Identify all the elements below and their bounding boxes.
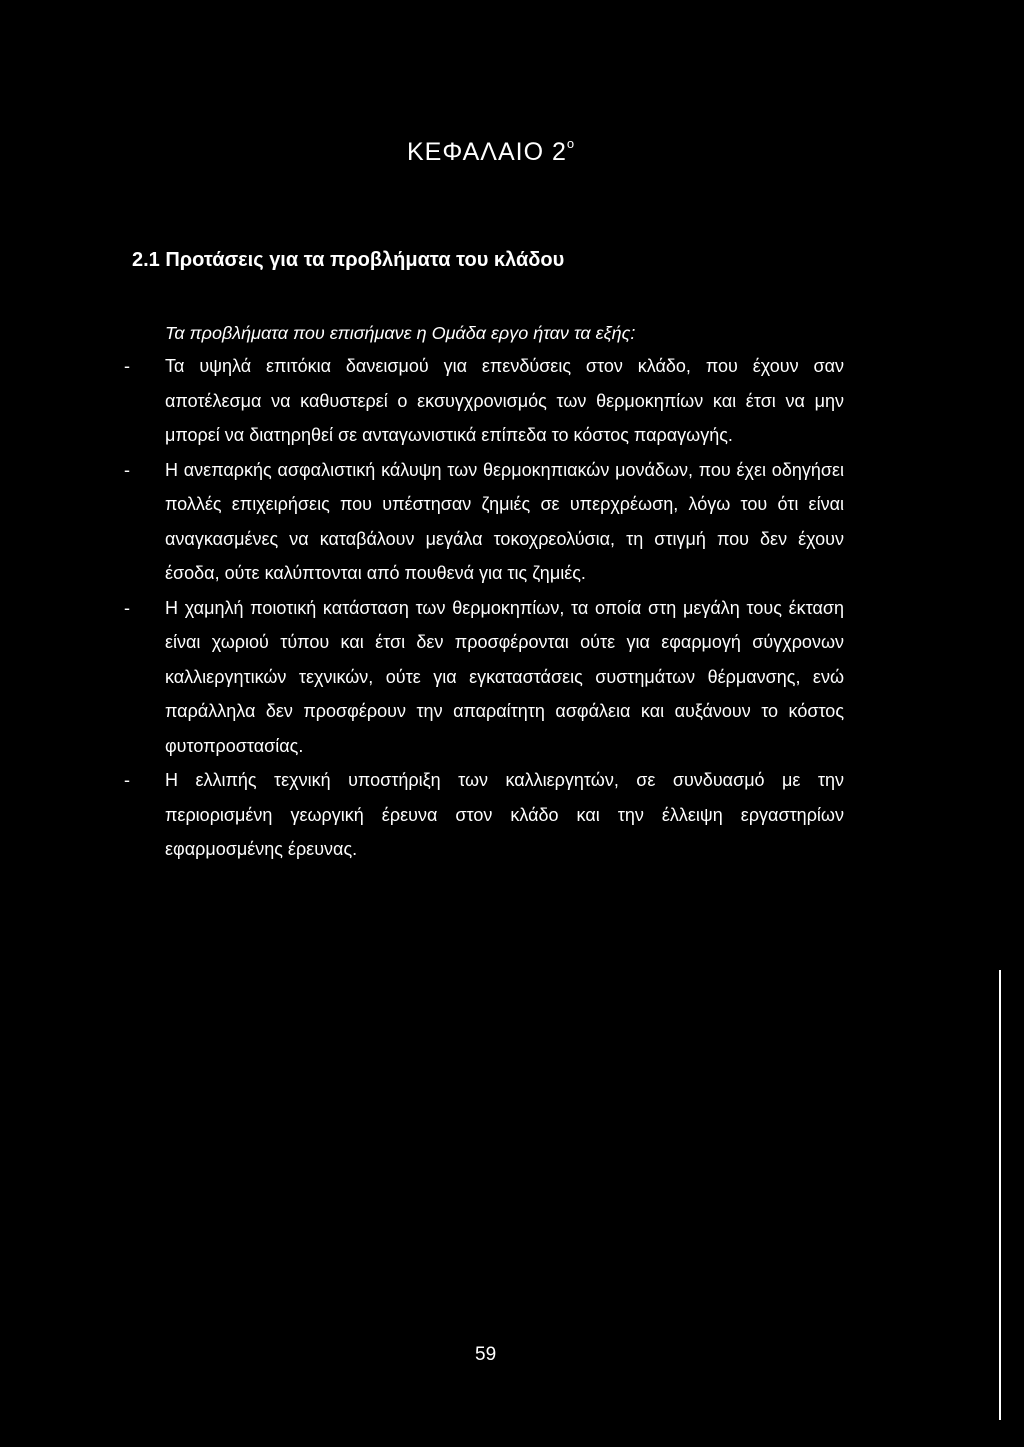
list-dash: - — [124, 770, 130, 790]
chapter-title-superscript: ο — [566, 136, 576, 151]
list-dash: - — [124, 597, 130, 618]
chapter-title-text: ΚΕΦΑΛΑΙΟ 2 — [407, 138, 567, 166]
list-item-text: Η χαμηλή ποιοτική κατάσταση των θερμοκηπίων, τα οποία στη μεγάλη τους έκταση είναι χωριού τύπου και έτσι δεν προσφέρονται ούτε για εφαρμογή σύγχρονων καλλιεργητικών τεχνικών, ούτε για εγκαταστάσεις συστημάτων θέρμανσης, ενώ παράλληλα δεν προσφέρουν την απαραίτητη ασφάλεια και αυξάνουν το κόστος φυτοπροστασίας. — [165, 597, 844, 756]
section-heading: 2.1 Προτάσεις για τα προβλήματα του κλάδου — [132, 249, 565, 271]
list-item-text: Η ανεπαρκής ασφαλιστική κάλυψη των θερμοκηπιακών μονάδων, που έχει οδηγήσει πολλές επιχειρήσεις που υπέστησαν ζημιές σε υπερχρέωση, λόγω του ότι είναι αναγκασμένες να καταβάλουν μεγάλα τοκοχρεολύσια, τη στιγμή που δεν έχουν έσοδα, ούτε καλύπτονται από πουθενά για τις ζημιές. — [165, 459, 844, 583]
list-item — [124, 763, 844, 867]
list-item — [124, 453, 844, 591]
chapter-title — [407, 138, 575, 167]
problems-list — [124, 349, 844, 867]
list-dash: - — [124, 459, 130, 480]
list-item — [124, 591, 844, 764]
intro-text: Τα προβλήματα που επισήμανε η Ομάδα εργο ήταν τα εξής: — [165, 323, 636, 343]
page-number: 59 — [475, 1344, 497, 1365]
margin-rule — [999, 970, 1001, 1420]
list-item-text: Τα υψηλά επιτόκια δανεισμού για επενδύσεις στον κλάδο, που έχουν σαν αποτέλεσμα να καθυστερεί ο εκσυγχρονισμός των θερμοκηπίων και έτσι να μην μπορεί να διατηρηθεί σε ανταγωνιστικά επίπεδα το κόστος παραγωγής. — [165, 356, 844, 445]
list-item — [124, 349, 844, 453]
list-dash: - — [124, 356, 130, 376]
list-item-text: Η ελλιπής τεχνική υποστήριξη των καλλιεργητών, σε συνδυασμό με την περιορισμένη γεωργική έρευνα στον κλάδο και την έλλειψη εργαστηρίων εφαρμοσμένης έρευνας. — [165, 770, 844, 859]
